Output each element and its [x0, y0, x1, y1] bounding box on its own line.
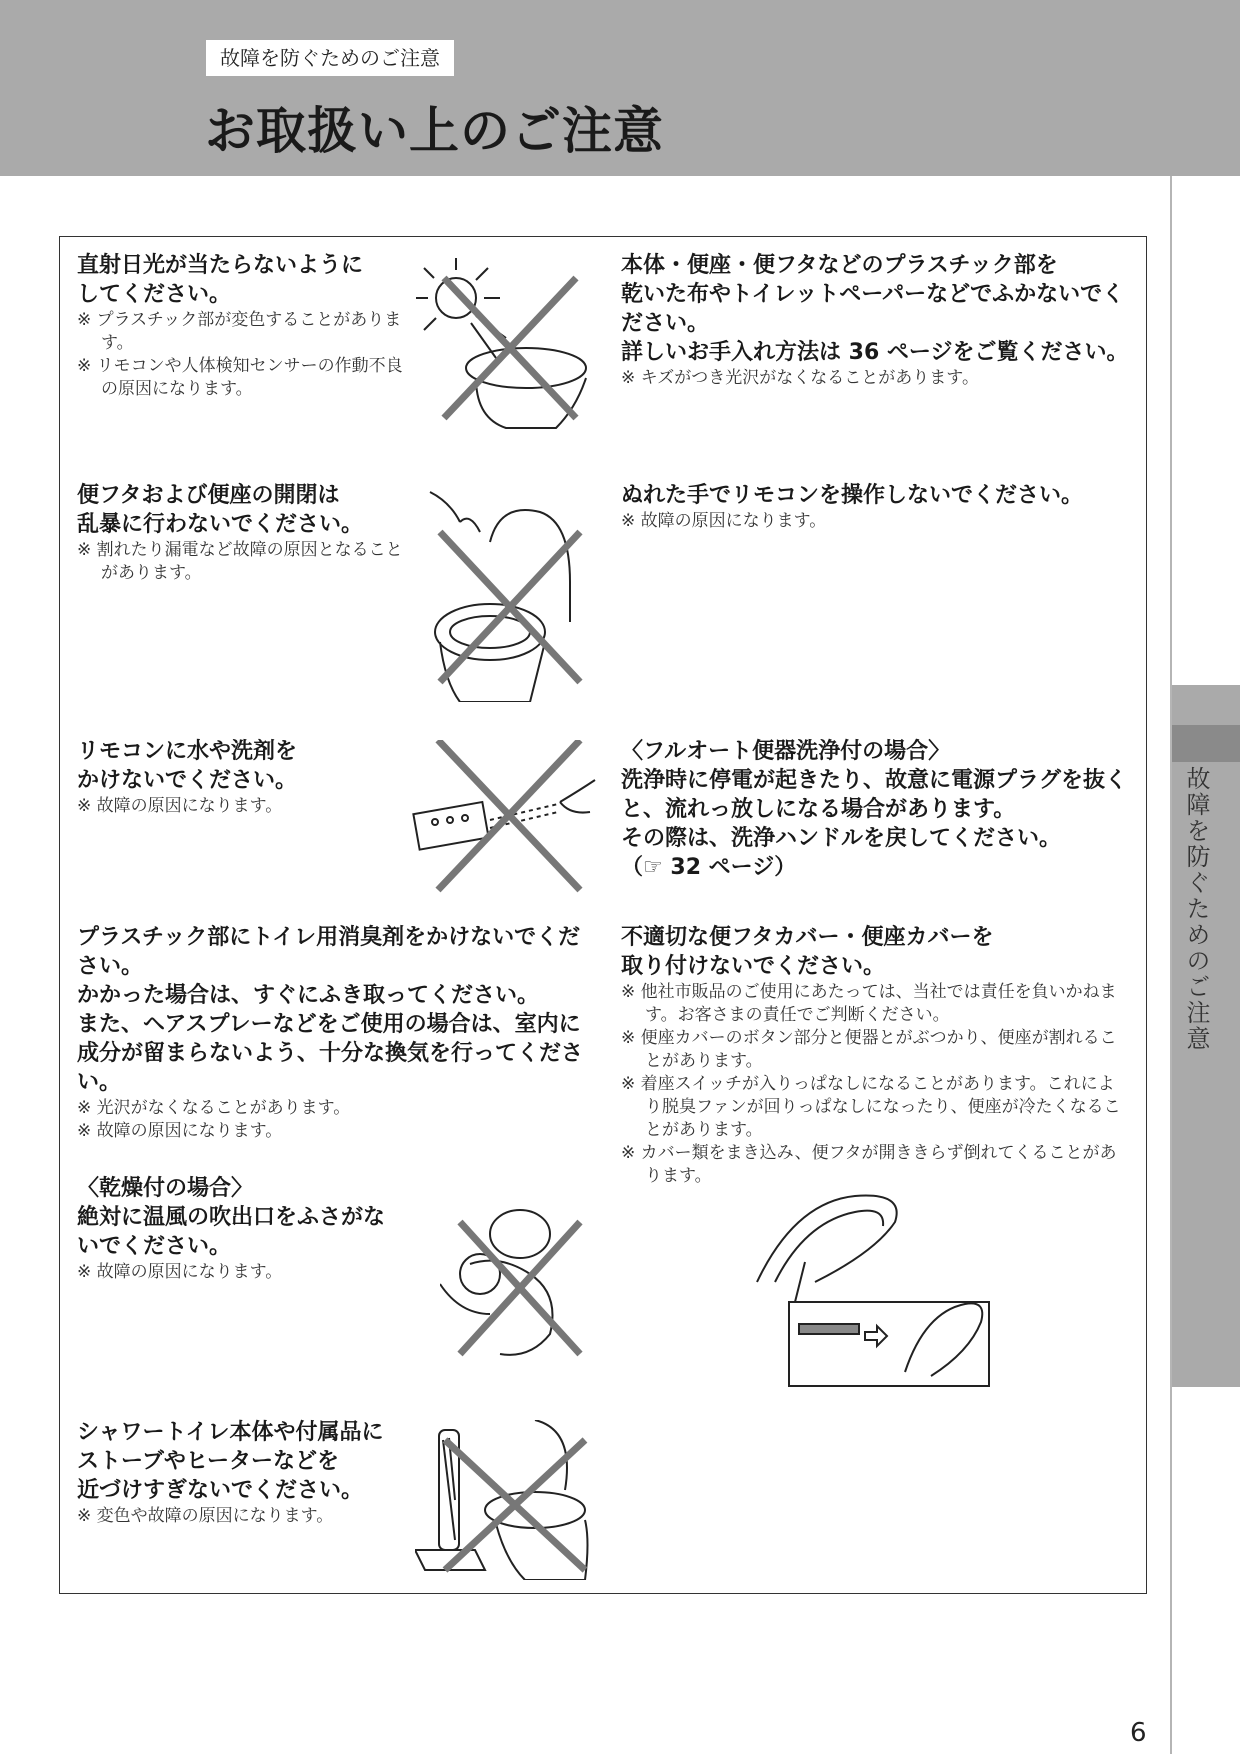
caution-heading: 本体・便座・便フタなどのプラスチック部を 乾いた布やトイレットペーパーなどでふかないでください。 詳しいお手入れ方法は 36 ページをご覧ください。	[621, 253, 1129, 365]
page-title: お取扱い上のご注意	[205, 102, 664, 160]
caution-heading: 便フタおよび便座の開閉は 乱暴に行わないでください。	[77, 483, 364, 537]
side-index-tab-marker	[1172, 725, 1240, 762]
caution-heading: プラスチック部にトイレ用消臭剤をかけないでください。 かかった場合は、すぐにふき取ってください。 また、ヘアスプレーなどをご使用の場合は、室内に成分が留まらないよう、十分な換気を行ってください。	[77, 925, 584, 1095]
caution-note: ※ キズがつき光沢がなくなることがあります。	[621, 368, 979, 388]
caution-note: ※ 着座スイッチが入りっぱなしになることがあります。これにより脱臭ファンが回りっぱなしになったり、便座が冷たくなることがあります。	[621, 1074, 1121, 1140]
caution-heading: シャワートイレ本体や付属品に ストーブやヒーターなどを 近づけすぎないでください。	[77, 1420, 384, 1503]
caution-heading: 〈フルオート便器洗浄付の場合〉 洗浄時に停電が起きたり、故意に電源プラグを抜くと、流れっ放しになる場合があります。 その際は、洗浄ハンドルを戻してください。 （☞ 32 ページ）	[621, 739, 1128, 880]
caution-plastic-wiping	[621, 251, 1136, 390]
caution-note: ※ 故障の原因になります。	[621, 511, 827, 531]
caution-note: ※ 故障の原因になります。	[77, 1262, 283, 1282]
caution-heading: ぬれた手でリモコンを操作しないでください。	[621, 483, 1084, 508]
caution-note: ※ 故障の原因になります。	[77, 1121, 283, 1141]
caution-heading: リモコンに水や洗剤を かけないでください。	[77, 739, 298, 793]
caution-auto-flush	[621, 737, 1136, 882]
caution-covers	[621, 923, 1121, 1188]
section-tag: 故障を防ぐためのご注意	[206, 40, 454, 76]
sunlight-prohibited-illustration	[416, 258, 592, 438]
side-index-label: 故障を防ぐためのご注意	[1182, 766, 1210, 1052]
dryer-outlet-prohibited-illustration	[440, 1204, 590, 1364]
caution-heater	[77, 1418, 407, 1528]
caution-sunlight	[77, 251, 407, 401]
caution-deodorant	[77, 923, 587, 1143]
caution-note: ※ 故障の原因になります。	[77, 796, 283, 816]
caution-heading: 直射日光が当たらないように してください。	[77, 253, 364, 307]
page-number: 6	[1130, 1718, 1147, 1748]
heater-prohibited-illustration	[415, 1420, 600, 1580]
caution-dryer-outlet	[77, 1174, 407, 1284]
seat-cover-illustration	[755, 1192, 995, 1388]
caution-wet-hands	[621, 481, 1136, 533]
caution-remote-water	[77, 737, 407, 818]
caution-frame	[59, 236, 1147, 1594]
caution-heading: 不適切な便フタカバー・便座カバーを 取り付けないでください。	[621, 925, 994, 979]
caution-note: ※ 変色や故障の原因になります。	[77, 1506, 334, 1526]
caution-heading: 〈乾燥付の場合〉 絶対に温風の吹出口をふさがな いでください。	[77, 1176, 386, 1259]
caution-note: ※ 割れたり漏電など故障の原因となることがあります。	[77, 540, 403, 583]
caution-note: ※ カバー類をまき込み、便フタが開ききらず倒れてくることがあります。	[621, 1143, 1117, 1186]
caution-note: ※ プラスチック部が変色することがあります。	[77, 310, 402, 353]
header-band	[0, 0, 1240, 176]
caution-note: ※ 便座カバーのボタン部分と便器とがぶつかり、便座が割れることがあります。	[621, 1028, 1117, 1071]
caution-note: ※ 他社市販品のご使用にあたっては、当社では責任を負いかねます。お客さまの責任でご判断ください。	[621, 982, 1117, 1025]
remote-water-prohibited-illustration	[410, 740, 600, 895]
caution-note: ※ リモコンや人体検知センサーの作動不良の原因になります。	[77, 356, 403, 399]
caution-note: ※ 光沢がなくなることがあります。	[77, 1098, 351, 1118]
lid-slam-prohibited-illustration	[420, 482, 596, 702]
caution-lid-handling	[77, 481, 407, 585]
